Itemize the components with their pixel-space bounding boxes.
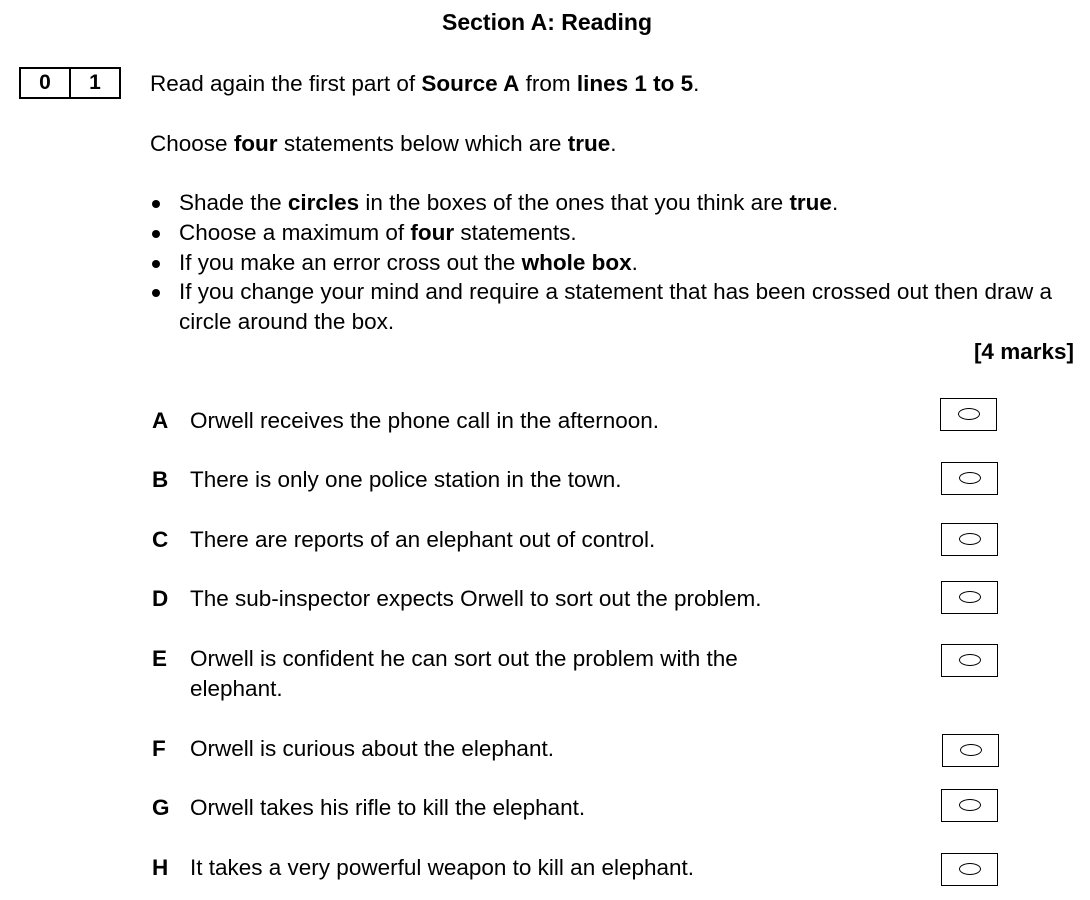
option-e xyxy=(150,644,780,704)
instructions-list xyxy=(150,188,1085,337)
instruction-text: . xyxy=(831,190,839,215)
answer-circle-icon[interactable] xyxy=(958,408,980,420)
question-number xyxy=(19,67,121,99)
intro-emphasis: true xyxy=(567,131,611,156)
instruction-text: If you make an error cross out the xyxy=(179,249,522,275)
section-title: Section A: Reading xyxy=(442,9,652,35)
option-a xyxy=(150,406,850,436)
intro-text: statements below which are xyxy=(277,131,568,156)
marks-label: [4 marks] xyxy=(973,339,1074,364)
instruction-emphasis: four xyxy=(410,219,455,245)
instruction-emphasis: whole box xyxy=(521,249,632,275)
question-number-digit-1: 0 xyxy=(39,71,51,94)
option-letter: D xyxy=(152,586,169,611)
instruction-item xyxy=(150,277,1085,337)
bullet-icon xyxy=(152,230,160,238)
option-d xyxy=(150,584,850,614)
instruction-emphasis: circles xyxy=(287,190,360,215)
answer-circle-icon[interactable] xyxy=(959,533,981,545)
option-letter: A xyxy=(152,408,169,433)
bullet-icon xyxy=(152,200,160,208)
option-text: It takes a very powerful weapon to kill an elephant. xyxy=(190,855,695,880)
answer-circle-icon[interactable] xyxy=(960,744,982,756)
option-letter: F xyxy=(152,736,166,761)
answer-circle-icon[interactable] xyxy=(959,863,981,875)
instruction-item xyxy=(150,248,1085,278)
answer-box-b[interactable] xyxy=(941,462,998,495)
instruction-item xyxy=(150,188,1085,218)
instruction-text: If you change your mind and require a statement that has been crossed out then draw a circle around the box. xyxy=(179,279,1053,335)
option-g xyxy=(150,793,850,823)
bullet-icon xyxy=(152,289,160,297)
option-text: There are reports of an elephant out of control. xyxy=(190,527,656,552)
instruction-text: . xyxy=(631,249,638,275)
answer-circle-icon[interactable] xyxy=(959,654,981,666)
option-f xyxy=(150,734,850,764)
answer-box-c[interactable] xyxy=(941,523,998,556)
intro-text: . xyxy=(693,71,700,96)
intro-source-ref: Source A xyxy=(421,71,520,96)
option-text: Orwell receives the phone call in the afternoon. xyxy=(190,408,660,433)
intro-source-line xyxy=(150,69,699,99)
option-letter: E xyxy=(152,646,168,671)
instruction-text: Choose a maximum of xyxy=(179,219,411,245)
option-text: There is only one police station in the town. xyxy=(190,467,622,492)
option-text: The sub-inspector expects Orwell to sort out the problem. xyxy=(190,586,762,611)
instruction-text: Shade the xyxy=(179,190,288,215)
answer-box-g[interactable] xyxy=(941,789,998,822)
option-letter: G xyxy=(152,795,170,820)
answer-box-f[interactable] xyxy=(942,734,999,767)
option-letter: B xyxy=(152,467,169,492)
answer-box-e[interactable] xyxy=(941,644,998,677)
intro-lines-ref: lines 1 to 5 xyxy=(576,71,694,96)
option-b xyxy=(150,465,850,495)
answer-box-a[interactable] xyxy=(940,398,997,431)
intro-text: Read again the first part of xyxy=(150,71,422,96)
bullet-icon xyxy=(152,260,160,268)
option-text: Orwell is curious about the elephant. xyxy=(190,736,554,761)
intro-choose-line xyxy=(150,129,616,159)
option-text: Orwell takes his rifle to kill the elephant. xyxy=(190,795,586,820)
question-number-digit-2: 1 xyxy=(69,69,119,97)
option-text: Orwell is confident he can sort out the problem with the elephant. xyxy=(190,646,738,701)
option-c xyxy=(150,525,850,555)
intro-text: Choose xyxy=(150,131,234,156)
instruction-item xyxy=(150,218,1085,248)
intro-text: from xyxy=(519,71,577,96)
answer-circle-icon[interactable] xyxy=(959,799,981,811)
option-letter: C xyxy=(152,527,169,552)
answer-circle-icon[interactable] xyxy=(959,472,981,484)
intro-text: . xyxy=(610,131,617,156)
answer-circle-icon[interactable] xyxy=(959,591,981,603)
answer-box-h[interactable] xyxy=(941,853,998,886)
instruction-text: in the boxes of the ones that you think are xyxy=(359,190,790,215)
instruction-text: statements. xyxy=(454,219,577,245)
answer-box-d[interactable] xyxy=(941,581,998,614)
instruction-emphasis: true xyxy=(789,190,832,215)
option-h xyxy=(150,853,850,883)
intro-emphasis: four xyxy=(233,131,278,156)
option-letter: H xyxy=(152,855,169,880)
